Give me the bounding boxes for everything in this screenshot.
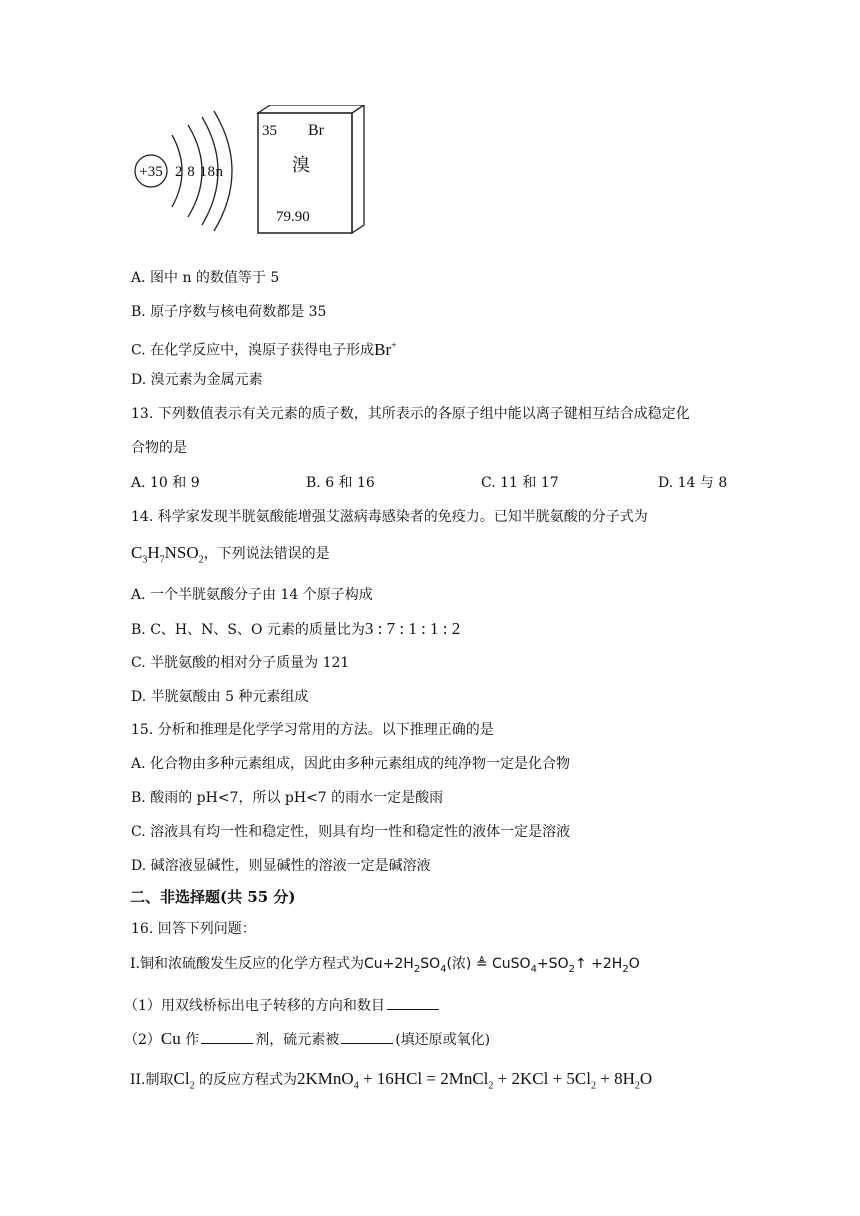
q13-option-d: D. 14 与 8 <box>658 475 728 491</box>
section-2-title: 二、非选择题(共 55 分) <box>130 888 296 906</box>
q16-sub1 <box>124 995 441 1016</box>
q12-option-c <box>131 336 397 361</box>
nucleus-charge: +35 <box>139 164 163 180</box>
q16-part2-text: II.制取 <box>130 1072 174 1088</box>
q16-part1-text: I.铜和浓硫酸发生反应的化学方程式为 <box>130 956 364 972</box>
cell-top-face <box>258 105 364 113</box>
answer-blank-1[interactable] <box>387 995 439 1010</box>
permanganate-equation: 2KMnO$_4$ + 16HCl = 2MnCl$_2$ + $2KCl + 5Cl_2 + 8H_2O$ <box>297 1069 653 1092</box>
q16-sub2 <box>124 1029 490 1050</box>
q14-option-a: A. 一个半胱氨酸分子由 14 个原子构成 <box>131 587 373 603</box>
copper-sulfuric-equation: $Cu+2H_2SO_4$(浓) ≜ $CuSO_4+SO_2↑ +2H_2O$ <box>363 956 640 975</box>
q15-option-a: A. 化合物由多种元素组成，因此由多种元素组成的纯净物一定是化合物 <box>131 756 571 772</box>
shell-electrons: 2 8 18n <box>175 164 224 180</box>
q16-part2-mid: 的反应方程式为 <box>194 1072 298 1088</box>
periodic-table-cell <box>258 105 364 233</box>
q14-stem-line2 <box>131 543 330 570</box>
q14-option-b <box>131 619 460 640</box>
copper-symbol: Cu <box>160 1029 181 1048</box>
q12-option-d: D. 溴元素为金属元素 <box>131 372 263 388</box>
q16-stem: 16. 回答下列问题： <box>131 921 256 937</box>
q14-stem-line1: 14. 科学家发现半胱氨酸能增强艾滋病毒感染者的免疫力。已知半胱氨酸的分子式为 <box>131 509 648 525</box>
q14-option-d: D. 半胱氨酸由 5 种元素组成 <box>131 689 309 705</box>
q12-option-c-text: C. 在化学反应中，溴原子获得电子形成 <box>131 342 375 359</box>
q13-option-a: A. 10 和 9 <box>131 475 200 491</box>
bromide-ion: Br+ <box>374 339 397 359</box>
q16-part1 <box>130 954 640 980</box>
bromine-figure <box>130 105 370 237</box>
q15-option-d: D. 碱溶液显碱性，则显碱性的溶液一定是碱溶液 <box>131 858 431 874</box>
atom-structure-diagram <box>135 111 232 231</box>
cell-side-face <box>352 105 364 233</box>
cysteine-formula: $C_3H_7NSO_2$ <box>131 543 204 566</box>
q16-sub2-text-1: 作 <box>180 1032 200 1048</box>
q12-option-a: A. 图中 n 的数值等于 5 <box>131 270 280 286</box>
q13-stem-line2: 合物的是 <box>131 440 187 456</box>
q14-stem-line2-text: ，下列说法错误的是 <box>203 546 330 562</box>
q15-stem: 15. 分析和推理是化学学习常用的方法。以下推理正确的是 <box>131 722 494 738</box>
mass-ratio: 3 : 7 : 1 : 1 : 2 <box>364 619 461 638</box>
element-mass: 79.90 <box>276 209 310 225</box>
element-number: 35 <box>262 123 277 139</box>
q13-stem-line1: 13. 下列数值表示有关元素的质子数，其所表示的各原子组中能以离子键相互结合成稳定化 <box>131 406 690 422</box>
q16-sub2-label: （2） <box>124 1032 161 1048</box>
chlorine-formula: $Cl_2$ <box>173 1069 195 1092</box>
q14-option-c: C. 半胱氨酸的相对分子质量为 121 <box>131 655 350 671</box>
q16-part2 <box>130 1069 652 1096</box>
q12-option-b: B. 原子序数与核电荷数都是 35 <box>131 304 327 320</box>
element-name: 溴 <box>292 155 310 176</box>
q16-sub2-text-3: (填还原或氧化) <box>395 1032 491 1048</box>
q16-sub2-text-2: 剂，硫元素被 <box>255 1032 340 1048</box>
answer-blank-2[interactable] <box>201 1029 253 1044</box>
q15-option-c: C. 溶液具有均一性和稳定性，则具有均一性和稳定性的液体一定是溶液 <box>131 824 571 840</box>
q15-option-b: B. 酸雨的 pH<7，所以 pH<7 的雨水一定是酸雨 <box>131 790 444 806</box>
q13-option-c: C. 11 和 17 <box>481 475 559 491</box>
answer-blank-3[interactable] <box>341 1029 393 1044</box>
q16-sub1-text: （1）用双线桥标出电子转移的方向和数目 <box>124 998 385 1014</box>
element-symbol: Br <box>308 122 324 139</box>
q13-option-b: B. 6 和 16 <box>306 475 375 491</box>
q14-option-b-text: B. C、H、N、S、O 元素的质量比为 <box>131 622 365 638</box>
